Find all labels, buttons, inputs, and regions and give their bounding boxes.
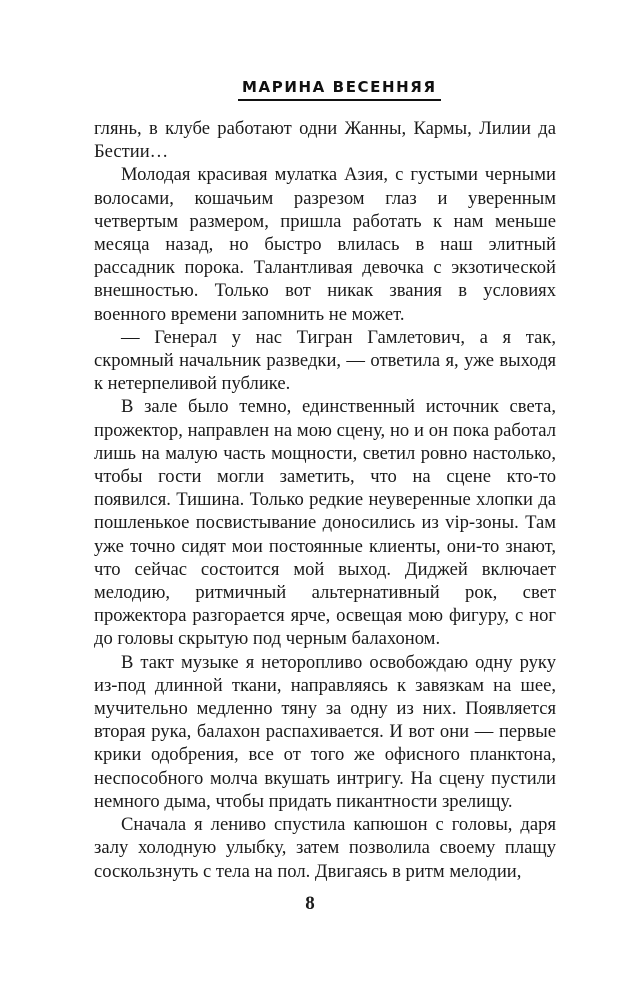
page-number: 8 (305, 893, 315, 914)
paragraph: В зале было темно, единственный источник света, прожектор, направлен на мою сцену, но и он пока работал лишь на малую часть мощности, светил ровно настолько, чтобы гости могли заметить, что на сцене кто-то появился. Тишина. Только редкие неуверенные хлопки да пошленькое посвистывание доносились из vip-зоны. Там уже точно сидят мои постоянные клиенты, они-то знают, что сейчас состоится мой выход. Диджей включает мелодию, ритмичный альтернативный рок, свет прожектора разгорается ярче, освещая мою фигуру, с ног до головы скрытую под черным балахоном. (94, 396, 556, 650)
running-title: МАРИНА ВЕСЕННЯЯ (238, 78, 441, 101)
running-header (238, 77, 437, 103)
body-text (94, 117, 556, 883)
paragraph-dialogue: — Генерал у нас Тигран Гамлетович, а я так, скромный начальник разведки, — ответила я, уже выходя к нетерпеливой публике. (94, 326, 556, 395)
paragraph: Молодая красивая мулатка Азия, с густыми черными волосами, кошачьим разрезом глаз и уверенным четвертым размером, пришла работать к нам меньше месяца назад, но быстро влилась в наш элитный рассадник порока. Талантливая девочка с экзотической внешностью. Только вот никак звания в условиях военного времени запомнить не может. (94, 164, 556, 325)
paragraph: В такт музыке я неторопливо освобождаю одну руку из-под длинной ткани, направляясь к завязкам на шее, мучительно медленно тяну за одну из них. Появляется вторая рука, балахон распахивается. И вот они — первые крики одобрения, все от того же офисного планктона, неспособного молча вкушать интригу. На сцену пустили немного дыма, чтобы придать пикантности зрелищу. (94, 651, 556, 812)
paragraph-continued: глянь, в клубе работают одни Жанны, Кармы, Лилии да Бестии… (94, 118, 556, 163)
paragraph: Сначала я лениво спустила капюшон с головы, даря залу холодную улыбку, затем позволила своему плащу соскользнуть с тела на пол. Двигаясь в ритм мелодии, (94, 814, 556, 882)
